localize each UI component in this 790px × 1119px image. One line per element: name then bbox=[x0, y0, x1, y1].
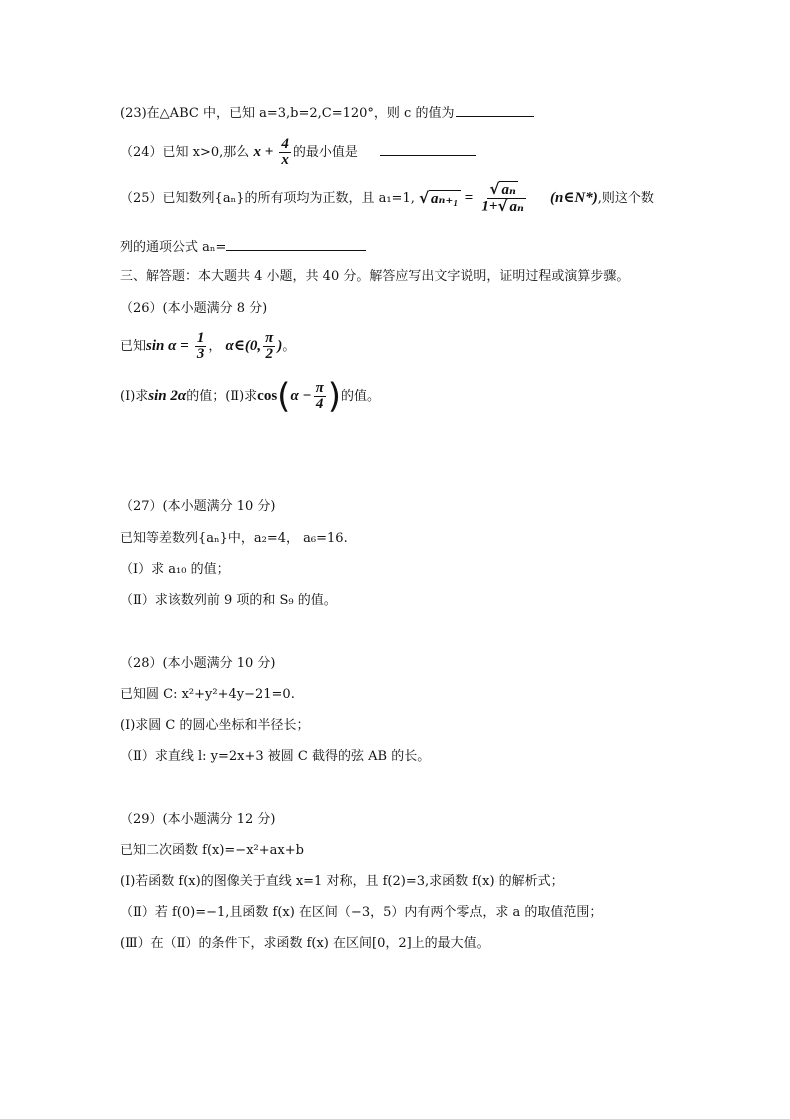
q25-prefix: （25）已知数列{aₙ}的所有项均为正数，且 a₁=1, bbox=[120, 191, 415, 206]
q27-header: （27）(本小题满分 10 分) bbox=[120, 499, 276, 514]
q25-frac-num: aₙ bbox=[501, 182, 516, 198]
q29-part2: （Ⅱ）若 f(0)=−1,且函数 f(x) 在区间（−3，5）内有两个零点，求 a 的取值范围； bbox=[120, 905, 603, 920]
q28-header: （28）(本小题满分 10 分) bbox=[120, 656, 276, 671]
q29-part3: (Ⅲ）在（Ⅱ）的条件下，求函数 f(x) 在区间[0，2]上的最大值。 bbox=[120, 936, 490, 951]
q26-part2-suffix: 的值。 bbox=[341, 389, 381, 404]
q24-suffix: 的最小值是 bbox=[292, 145, 358, 160]
q29-given: 已知二次函数 f(x)=−x²+ax+b bbox=[120, 843, 304, 858]
q29-header: （29）(本小题满分 12 分) bbox=[120, 812, 276, 827]
q26-part1-expr: sin 2α bbox=[148, 388, 187, 404]
question-25-line2 bbox=[120, 238, 366, 257]
q26-given-sin: sin α = bbox=[146, 338, 189, 354]
q25-suffix: ,则这个数 bbox=[597, 191, 654, 206]
q25-fraction: $\frac{\text{√ aₙ}}{\text{1+√ aₙ}}$ bbox=[481, 180, 524, 215]
q24-prefix: （24）已知 x>0,那么 bbox=[120, 145, 250, 160]
q29-part1: (Ⅰ)若函数 f(x)的图像关于直线 x=1 对称，且 f(2)=3,求函数 f(x) 的解析式； bbox=[120, 874, 564, 889]
q26-header: （26）(本小题满分 8 分) bbox=[120, 301, 268, 316]
q26-given-end: 。 bbox=[282, 339, 296, 354]
q26-given-close: ) bbox=[277, 338, 283, 354]
q25-set-expr: (n∈N*) bbox=[549, 190, 598, 206]
q24-fraction bbox=[279, 137, 291, 168]
q25-answer-blank[interactable] bbox=[226, 238, 366, 251]
q26-parts: (Ⅰ)求sin 2α的值；(Ⅱ)求cos(α − $\frac{\pi}{4}$ )的值。 bbox=[120, 376, 381, 417]
q28-part2: （Ⅱ）求直线 l: y=2x+3 被圆 C 截得的弦 AB 的长。 bbox=[120, 749, 431, 764]
q26-given bbox=[120, 326, 295, 366]
q26-part1-suffix: 的值；(Ⅱ)求 bbox=[186, 389, 258, 404]
q26-given-prefix: 已知 bbox=[120, 339, 147, 354]
q24-frac-num: 4 bbox=[281, 136, 289, 152]
q25-sqrt-lhs: √ aₙ₊₁ bbox=[419, 189, 459, 207]
q28-given: 已知圆 C: x²+y²+4y−21=0. bbox=[120, 687, 295, 702]
q26-pi-fraction: $\frac{\pi}{2}$ bbox=[265, 330, 274, 362]
q26-part2-inner: α − bbox=[290, 388, 312, 404]
question-25: （25）已知数列{aₙ}的所有项均为正数，且 a₁=1, √ aₙ₊₁ = $\frac{\text{√ aₙ}}{\text{1+√ aₙ}}$ (n∈N*),则这个数 bbox=[120, 178, 654, 218]
q24-frac-den: x bbox=[281, 152, 289, 168]
q26-part2-expr: cos bbox=[257, 388, 278, 404]
q24-expr-lhs: x + bbox=[253, 144, 274, 160]
q27-part1: （Ⅰ）求 a₁₀ 的值； bbox=[120, 562, 230, 577]
q24-answer-blank[interactable] bbox=[380, 143, 476, 156]
q26-given-alpha: α∈(0, bbox=[225, 338, 262, 354]
q23-text: (23)在△ABC 中，已知 a=3,b=2,C=120°，则 c 的值为 bbox=[120, 106, 455, 121]
q23-answer-blank[interactable] bbox=[456, 104, 534, 117]
q27-given: 已知等差数列{aₙ}中，a₂=4， a₆=16. bbox=[120, 531, 348, 546]
q25-denom-one: 1+ bbox=[481, 198, 498, 215]
question-23 bbox=[120, 104, 534, 123]
q27-part2: （Ⅱ）求该数列前 9 项的和 S₉ 的值。 bbox=[120, 593, 337, 608]
q28-part1: (Ⅰ)求圆 C 的圆心坐标和半径长； bbox=[120, 718, 310, 733]
q25-frac-den: aₙ bbox=[509, 199, 524, 215]
q26-part2-fraction: $\frac{\pi}{4}$ bbox=[315, 380, 324, 412]
q25-line2: 列的通项公式 aₙ= bbox=[120, 240, 227, 255]
q26-given-comma: ， bbox=[208, 339, 222, 354]
q26-given-fraction: $\frac{1}{3}$ bbox=[196, 330, 205, 362]
section-3-title: 三、解答题：本大题共 4 小题，共 40 分。解答应写出文字说明，证明过程或演算步骤。 bbox=[120, 269, 630, 284]
question-24 bbox=[120, 135, 476, 169]
q26-part1-prefix: (Ⅰ)求 bbox=[120, 389, 149, 404]
